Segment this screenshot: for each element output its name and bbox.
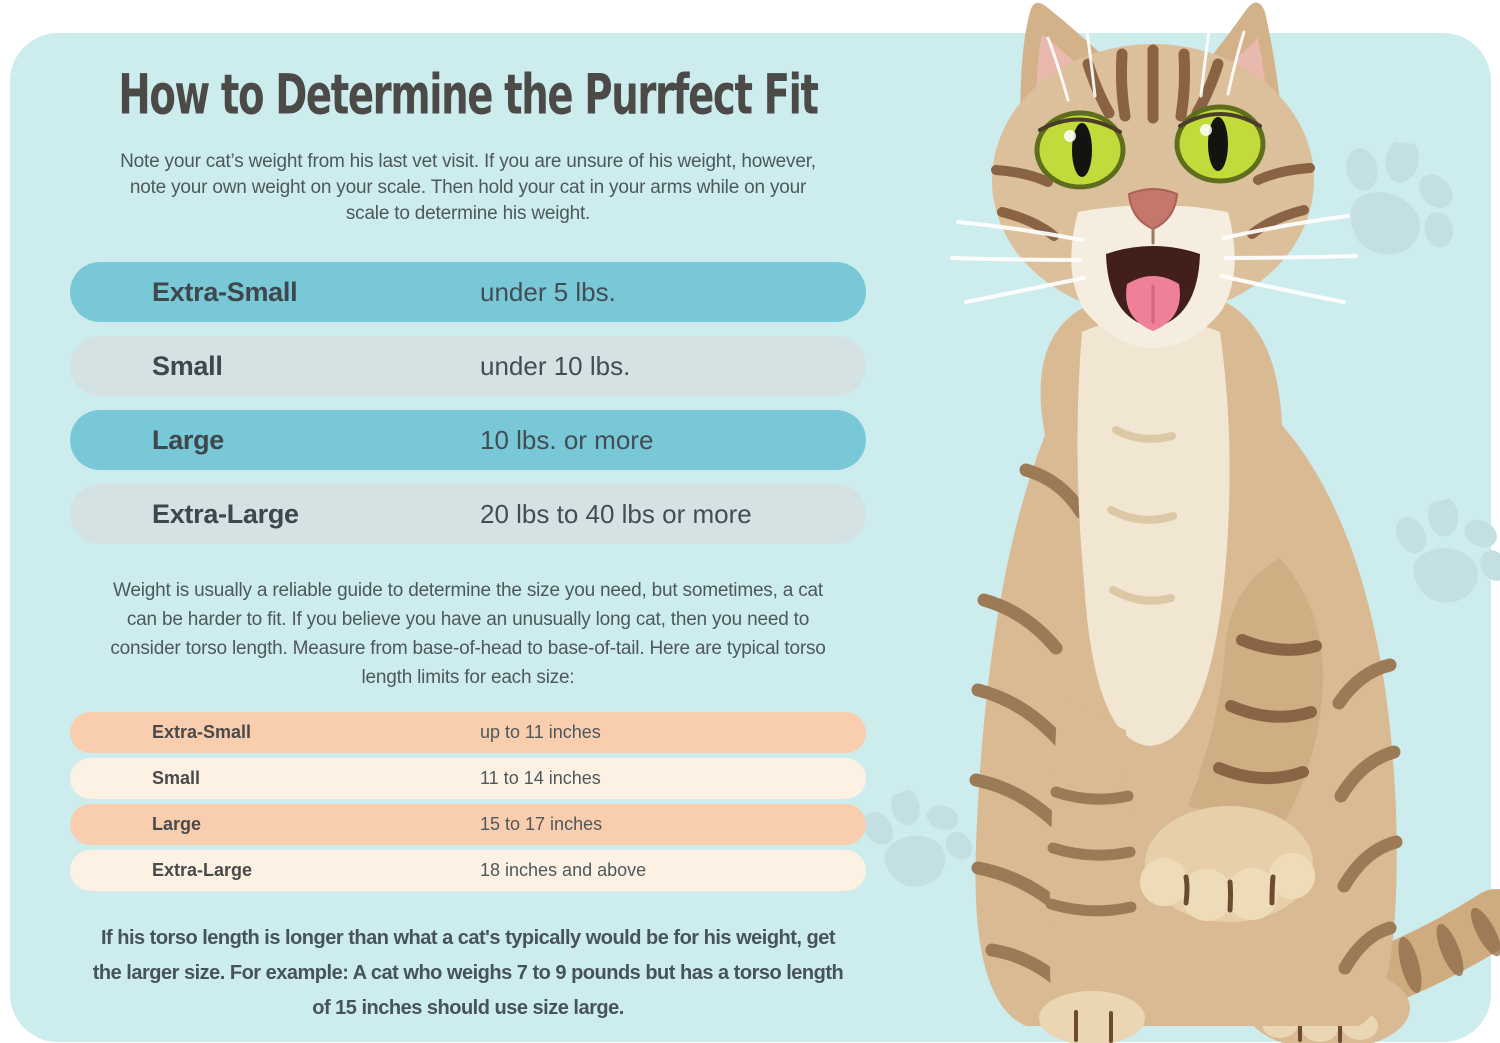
table-row-small [70,336,866,396]
size-label: Small [152,350,223,381]
cat-photo [930,0,1500,1043]
torso-line: Weight is usually a reliable guide to determine the size you need, but sometimes, a cat [113,580,823,601]
footer-line: If his torso length is longer than what a cat's typically would be for his weight, get [100,927,836,949]
cat-body [975,302,1396,1026]
size-value: 20 lbs to 40 lbs or more [480,498,752,529]
size-label: Large [152,424,225,455]
table-row-large [70,410,866,470]
size-value: 18 inches and above [480,860,647,880]
size-value: up to 11 inches [480,722,601,742]
size-label: Extra-Large [152,498,299,529]
size-value: under 10 lbs. [480,350,631,381]
intro-paragraph [70,149,866,227]
weight-size-table [70,262,866,558]
table-row-large [70,804,866,845]
size-value: 10 lbs. or more [480,424,654,455]
footer-line: of 15 inches should use size large. [312,997,624,1019]
table-row-extra-small [70,262,866,322]
footer-line: the larger size. For example: A cat who weighs 7 to 9 pounds but has a torso length [92,962,844,984]
cat-head [952,2,1356,348]
footer-note [70,921,866,1026]
table-row-extra-large [70,484,866,544]
torso-line: consider torso length. Measure from base-of-head to base-of-tail. Here are typical torso [110,638,826,659]
table-row-extra-large [70,850,866,891]
size-label: Extra-Small [152,722,252,742]
table-row-small [70,758,866,799]
torso-paragraph [70,576,866,692]
size-value: under 5 lbs. [480,276,616,307]
torso-line: length limits for each size: [361,667,575,688]
size-value: 11 to 14 inches [480,768,601,788]
table-row-extra-small [70,712,866,753]
torso-length-table [70,712,866,896]
size-label: Extra-Large [152,860,253,880]
intro-line: Note your cat’s weight from his last vet visit. If you are unsure of his weight, however, [120,151,816,172]
torso-line: can be harder to fit. If you believe you have an unusually long cat, then you need to [126,609,810,630]
page-title: How to Determine the Purrfect Fit [118,62,818,127]
size-label: Extra-Small [152,276,298,307]
intro-line: scale to determine his weight. [345,203,591,224]
size-label: Small [152,768,201,788]
size-label: Large [152,814,202,834]
intro-line: note your own weight on your scale. Then hold your cat in your arms while on your [129,177,807,198]
size-value: 15 to 17 inches [480,814,603,834]
